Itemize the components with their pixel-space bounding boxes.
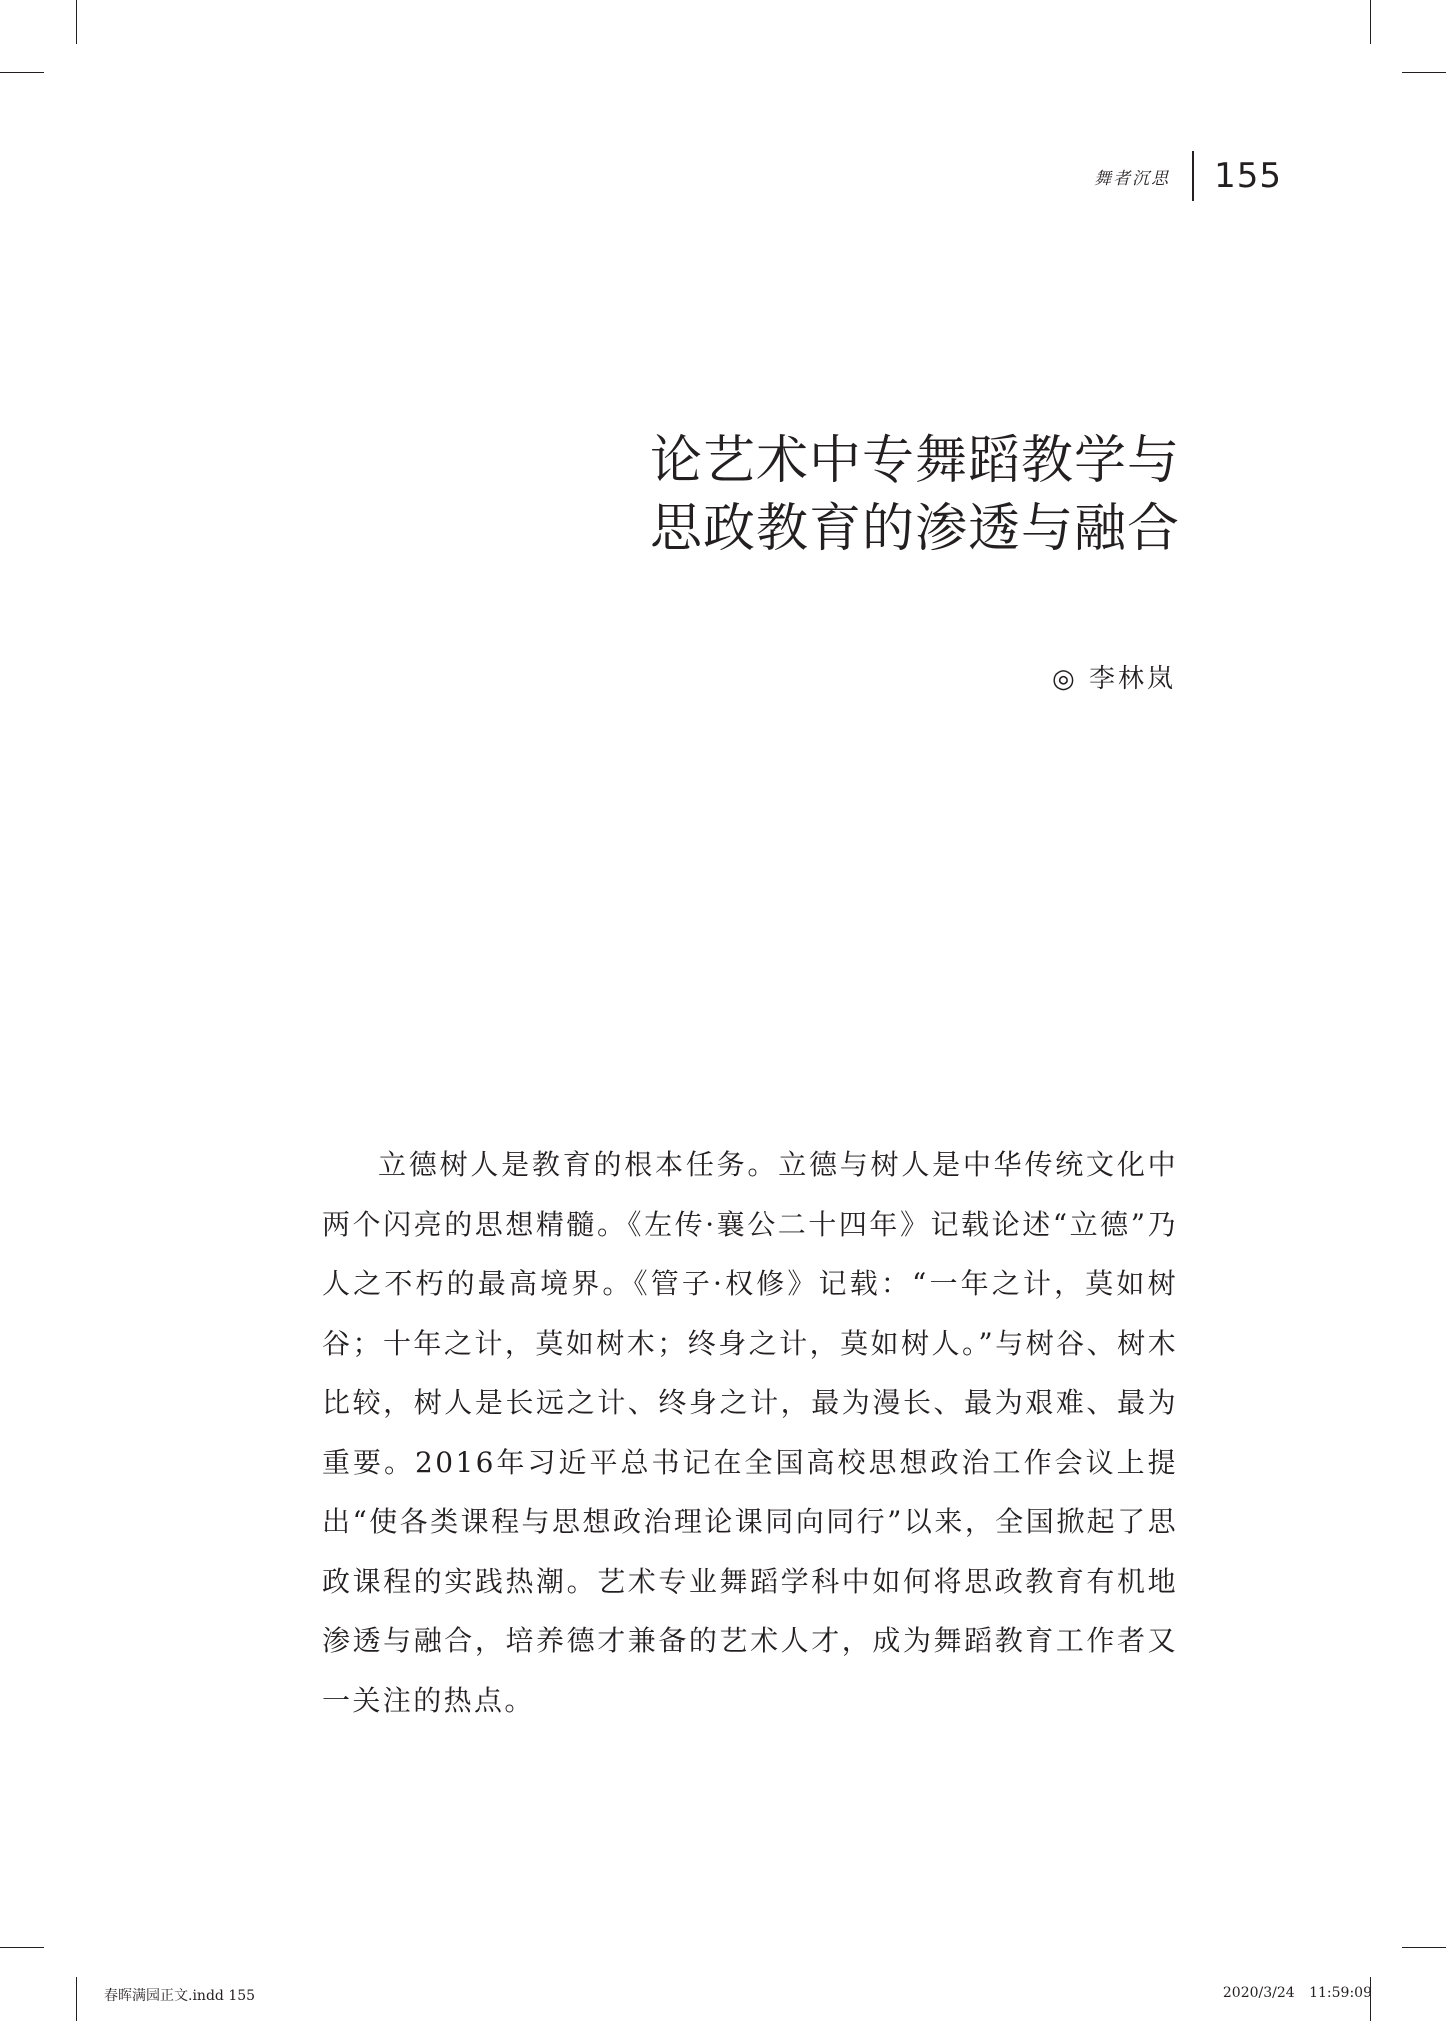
crop-mark-bottom-right-h (1402, 1947, 1446, 1948)
running-title: 舞者沉思 (1094, 168, 1171, 189)
page-number: 155 (1214, 156, 1282, 196)
crop-mark-bottom-left (76, 1977, 77, 2021)
crop-mark-top-right (1370, 0, 1371, 44)
author-byline: ◎ 李林岚 (1052, 664, 1176, 694)
slug-timestamp: 2020/3/24 11:59:09 (1222, 1985, 1372, 2001)
article-title (650, 427, 1180, 563)
slug-file-info: 春晖满园正文.indd 155 (104, 1988, 256, 2004)
running-head (1094, 150, 1282, 202)
article-title-line-2: 思政教育的渗透与融合 (649, 499, 1180, 559)
header-divider (1192, 151, 1194, 201)
crop-mark-top-right-h (1402, 72, 1446, 73)
article-title-line-1: 论艺术中专舞蹈教学与 (649, 431, 1180, 491)
crop-mark-bottom-left-h (0, 1947, 44, 1948)
crop-mark-top-left-h (0, 72, 44, 73)
crop-mark-top-left (76, 0, 77, 44)
body-paragraph: 立德树人是教育的根本任务。立德与树人是中华传统文化中两个闪亮的思想精髓。《左传·襄公二十四年》记载论述“立德”乃人之不朽的最高境界。《管子·权修》记载：“一年之计，莫如树谷；十年之计，莫如树木；终身之计，莫如树人。”与树谷、树木比较，树人是长远之计、终身之计，最为漫长、最为艰难、最为重要。2016年习近平总书记在全国高校思想政治工作会议上提出“使各类课程与思想政治理论课同向同行”以来，全国掀起了思政课程的实践热潮。艺术专业舞蹈学科中如何将思政教育有机地渗透与融合，培养德才兼备的艺术人才，成为舞蹈教育工作者又一关注的热点。 (322, 1148, 1178, 1717)
